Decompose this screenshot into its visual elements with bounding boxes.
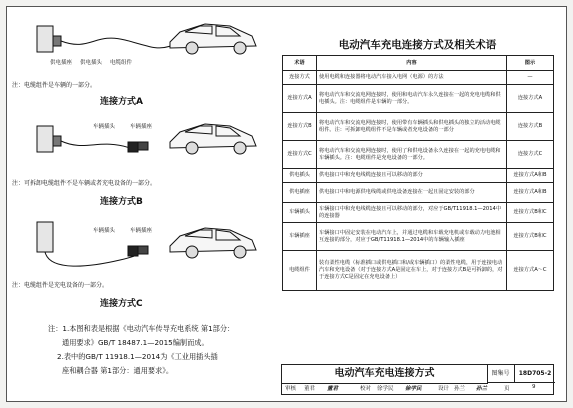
label-supply-socket: 供电插座 [50,60,73,66]
row-ref: 连接方式A～C [507,251,554,291]
diagram-b-title: 连接方式B [100,197,143,207]
label-supply-plug: 供电插头 [80,60,103,66]
note-line: 座和耦合器 第1部分：通用要求》。 [62,366,174,375]
atlas-number-label: 图集号 [487,365,515,383]
table-row [283,113,554,141]
row-term: 车辆插座 [283,223,317,251]
row-content: 车辆接口中固定安装在电动汽车上，并通过电缆和车载充电机或车载动力电池相互连接的部分，对应于GB/T11918.1—2014中的车辆输入插座 [317,223,507,251]
table-row [283,183,554,203]
row-ref: — [507,71,554,85]
row-ref: 连接方式A和B [507,183,554,203]
row-term: 电缆组件 [283,251,317,291]
row-content: 供电接口中和充电线缆连接且可以移动的部分 [317,169,507,183]
diagram-c-title: 连接方式C [100,299,143,309]
terms-table [282,55,554,291]
table-header-row [283,56,554,71]
row-content: 将电动汽车和交流电网连接时，使用了和供电设备永久连接在一起的充电电缆和车辆插头。注：电缆组件是充电设备的一部分。 [317,141,507,169]
row-ref: 连接方式A和B [507,169,554,183]
row-ref: 连接方式B [507,113,554,141]
row-term: 连接方式B [283,113,317,141]
checker-signature: 徐学民 [405,386,422,392]
drawing-title: 电动汽车充电连接方式 [282,365,488,384]
note-line: 注：1.本图和表是根据《电动汽车传导充电系统 第1部分： [48,324,235,333]
page-number: 9 [532,384,536,390]
table-row [283,71,554,85]
table-title: 电动汽车充电连接方式及相关术语 [338,39,497,51]
table-row [283,141,554,169]
header-figure: 图示 [507,56,554,71]
row-ref: 连接方式B和C [507,203,554,223]
checker-name: 徐学民 [377,386,394,392]
label-vehicle-plug-c: 车辆插头 [93,228,116,234]
table-row [283,85,554,113]
row-term: 供电插座 [283,183,317,203]
row-content: 供电接口中和电源供电线缆或供电设备连接在一起且固定安装的部分 [317,183,507,203]
diagram-c-note: 注：电缆组件是充电设备的一部分。 [12,282,109,289]
signature-row [282,383,555,395]
label-vehicle-inlet-b: 车辆插座 [130,124,153,130]
label-vehicle-plug-b: 车辆插头 [93,124,116,130]
review-label: 审核 [285,386,297,392]
row-term: 车辆插头 [283,203,317,223]
table-row [283,169,554,183]
row-term: 连接方式 [283,71,317,85]
label-cable-assembly: 电缆组件 [110,60,133,66]
row-ref: 连接方式B和C [507,223,554,251]
diagram-a-title: 连接方式A [100,97,143,107]
row-term: 连接方式A [283,85,317,113]
designer-signature: 孙兰 [476,386,488,392]
title-block [281,364,554,395]
table-row [283,223,554,251]
label-vehicle-inlet-c: 车辆插座 [130,228,153,234]
row-term: 连接方式C [283,141,317,169]
page-label: 页 [504,386,510,392]
row-content: 使用电缆和连接器将电动汽车接入电网（电源）的方法 [317,71,507,85]
diagram-b-note: 注：可拆卸电缆组件不是车辆或者充电设备的一部分。 [12,180,157,187]
row-content: 装有柔性电缆（标准插口或供电插口和/或车辆插口）的柔性电缆，用于连接电动汽车和充电设备（对于连接方式A是固定在车上，对于连接方式B是可拆卸的，对于连接方式C是固定在充电设备上） [317,251,507,291]
row-ref: 连接方式A [507,85,554,113]
footnotes [48,322,234,378]
design-label: 设计 [438,386,450,392]
row-term: 供电插头 [283,169,317,183]
diagram-a-note: 注：电缆组件是车辆的一部分。 [12,82,97,89]
atlas-number: 18D705-2 [515,365,555,383]
row-content: 车辆接口中和充电线缆连接且可以移动的部分，对应于GB/T11918.1—2014中的连接器 [317,203,507,223]
check-label: 校对 [360,386,372,392]
header-content: 内容 [317,56,507,71]
row-content: 将电动汽车和交流电网连接时，使用带有车辆插头和供电插头的独立的活动电缆组件。注：可拆卸电缆组件不是车辆或者充电设备的一部分 [317,113,507,141]
note-line: 通用要求》GB/T 18487.1—2015编制而成。 [62,338,209,347]
reviewer-signature: 董君 [327,386,339,392]
connection-diagram-a [30,12,270,84]
header-term: 术语 [283,56,317,71]
reviewer-name: 董君 [304,386,316,392]
designer-name: 孙兰 [454,386,466,392]
table-row [283,251,554,291]
note-line: 2.表中的GB/T 11918.1—2014为《工业用插头插 [57,352,218,361]
row-content: 将电动汽车和交流电网连接时，使用和电动汽车永久连接在一起的充电电缆和供电插头。注：电缆组件是车辆的一部分。 [317,85,507,113]
table-row [283,203,554,223]
row-ref: 连接方式C [507,141,554,169]
